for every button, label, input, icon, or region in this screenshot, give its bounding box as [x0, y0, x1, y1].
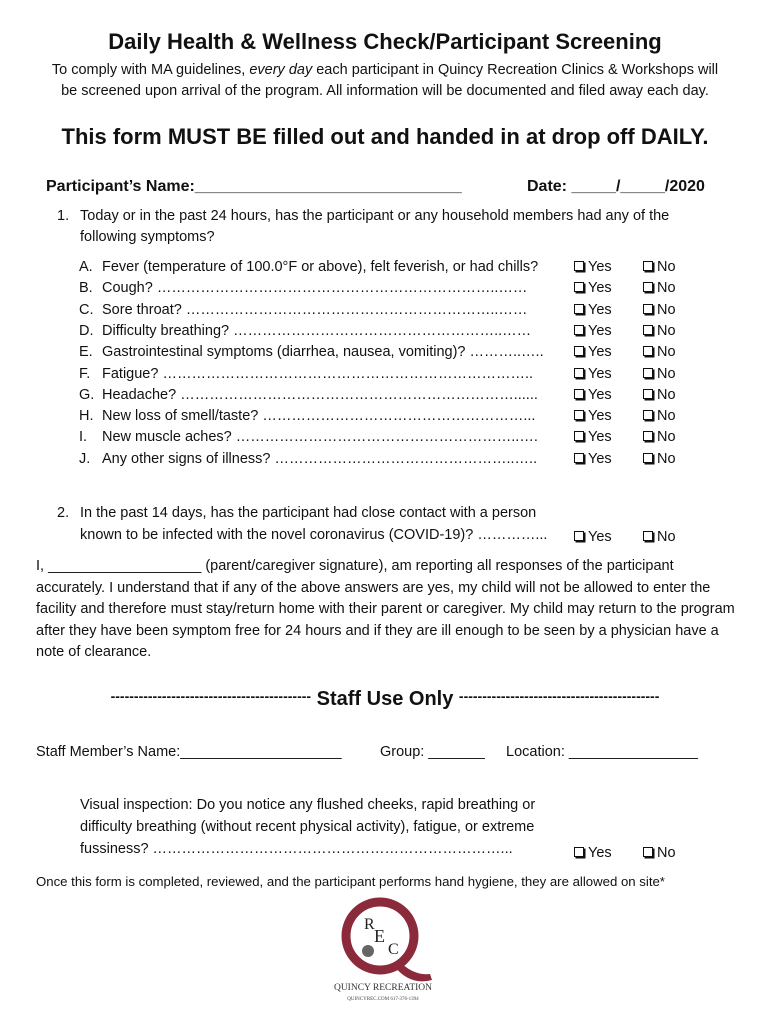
yes-label: Yes — [588, 429, 612, 446]
symptom-letter: D. — [79, 322, 94, 339]
symptom-yes-checkbox[interactable] — [574, 429, 612, 445]
no-label: No — [657, 280, 676, 297]
symptom-no-checkbox[interactable] — [643, 387, 676, 403]
checkbox-icon — [643, 325, 653, 335]
question-1-line-1: Today or in the past 24 hours, has the participant or any household members had any of the — [80, 208, 670, 224]
no-label: No — [657, 259, 676, 275]
logo-letter-c: C — [388, 941, 399, 958]
staff-use-divider — [0, 688, 770, 711]
symptom-letter: H. — [79, 408, 94, 425]
symptom-text: Difficulty breathing? ………………………………………………..…… — [102, 322, 532, 339]
yes-label: Yes — [588, 408, 612, 425]
symptom-row — [79, 302, 527, 318]
no-label: No — [657, 429, 676, 446]
no-label: No — [657, 529, 676, 545]
symptom-yes-checkbox[interactable] — [574, 280, 612, 296]
symptom-no-checkbox[interactable] — [643, 366, 676, 382]
must-notice: This form MUST BE filled out and handed in at drop off DAILY. — [61, 124, 709, 149]
symptom-no-checkbox[interactable] — [643, 408, 676, 424]
visual-inspection-line-1: Visual inspection: Do you notice any flushed cheeks, rapid breathing or — [80, 797, 536, 813]
checkbox-icon — [643, 453, 653, 463]
question-2-yes-checkbox[interactable] — [574, 529, 612, 545]
symptom-row — [79, 280, 527, 296]
symptom-yes-checkbox[interactable] — [574, 344, 612, 360]
checkbox-icon — [643, 531, 653, 541]
checkbox-icon — [643, 410, 653, 420]
checkbox-icon — [643, 389, 653, 399]
symptom-row — [79, 366, 533, 382]
checkbox-icon — [574, 453, 584, 463]
symptom-letter: A. — [79, 259, 93, 275]
symptom-row — [79, 408, 535, 424]
intro-line-1-end: each participant in Quincy Recreation Clinics & Workshops will — [312, 62, 719, 78]
yes-label: Yes — [588, 259, 612, 275]
symptom-yes-checkbox[interactable] — [574, 387, 612, 403]
dashes-right: ------------------------------------------- — [458, 688, 660, 704]
question-1-line-2: following symptoms? — [80, 229, 215, 245]
no-label: No — [657, 322, 676, 339]
date-field[interactable]: Date: _____/_____/2020 — [527, 178, 705, 195]
symptom-letter: C. — [79, 301, 94, 318]
quincy-recreation-logo — [318, 896, 448, 1006]
intro-line-2: be screened upon arrival of the program. All information will be documented and filed away each day. — [61, 83, 709, 99]
symptom-row — [79, 344, 544, 360]
form-title: Daily Health & Wellness Check/Participant Screening — [108, 29, 662, 54]
checkbox-icon — [643, 304, 653, 314]
no-label: No — [657, 301, 676, 318]
question-2-number: 2. — [57, 505, 70, 521]
attestation-paragraph[interactable]: I, ___________________ (parent/caregiver signature), am reporting all responses of the participant accurately. I understand that if any of the above answers are yes, my child will not be allowed to enter the facility and therefore must stay/return home with their parent or caregiver. My child may return to the program after they have been symptom free for 24 hours and if they are ill enough to be seen by a physician have a note of clearance. — [36, 558, 735, 660]
symptom-row — [79, 429, 538, 445]
symptom-no-checkbox[interactable] — [643, 451, 676, 467]
yes-label: Yes — [588, 529, 612, 545]
symptom-no-checkbox[interactable] — [643, 429, 676, 445]
symptom-yes-checkbox[interactable] — [574, 408, 612, 424]
location-field[interactable]: Location: ________________ — [506, 744, 698, 760]
intro-text — [0, 60, 770, 102]
symptom-yes-checkbox[interactable] — [574, 259, 612, 275]
no-label: No — [657, 408, 676, 425]
dashes-left: ------------------------------------------- — [110, 688, 312, 704]
checkbox-icon — [574, 261, 584, 271]
logo-name: QUINCY RECREATION — [333, 983, 433, 993]
yes-label: Yes — [588, 280, 612, 297]
intro-line-1 — [0, 60, 770, 81]
symptom-text: Sore throat? ………………………………………………………..…… — [102, 301, 528, 318]
visual-inspection-line-3: fussiness? ………………………………………………………………... — [80, 841, 513, 857]
checkbox-icon — [574, 325, 584, 335]
symptom-text: New muscle aches? …………………………………………………..…. — [102, 429, 538, 446]
symptom-letter: E. — [79, 344, 93, 361]
checkbox-icon — [574, 346, 584, 356]
checkbox-icon — [574, 847, 584, 857]
yes-label: Yes — [588, 386, 612, 403]
visual-inspection-yes-checkbox[interactable] — [574, 845, 612, 861]
no-label: No — [657, 344, 676, 361]
checkbox-icon — [574, 531, 584, 541]
checkbox-icon — [574, 431, 584, 441]
checkbox-icon — [643, 431, 653, 441]
no-label: No — [657, 450, 676, 467]
symptom-row — [79, 259, 538, 275]
checkbox-icon — [574, 368, 584, 378]
symptom-no-checkbox[interactable] — [643, 280, 676, 296]
checkbox-icon — [574, 410, 584, 420]
logo-letter-r: R — [364, 916, 375, 933]
visual-inspection-line-2: difficulty breathing (without recent physical activity), fatigue, or extreme — [80, 819, 535, 835]
checkbox-icon — [643, 282, 653, 292]
symptom-row — [79, 387, 538, 403]
symptom-text: Fatigue? ………………………………………………………………….. — [102, 365, 534, 382]
symptom-letter: G. — [79, 386, 95, 403]
question-1-number: 1. — [57, 208, 70, 224]
yes-label: Yes — [588, 450, 612, 467]
symptom-letter: J. — [79, 450, 91, 467]
staff-member-name-field[interactable]: Staff Member’s Name:____________________ — [36, 744, 342, 760]
symptom-no-checkbox[interactable] — [643, 259, 676, 275]
visual-inspection-no-checkbox[interactable] — [643, 845, 676, 861]
intro-emphasis: every day — [249, 62, 313, 78]
footer-note: Once this form is completed, reviewed, and the participant performs hand hygiene, they are allowed on site* — [36, 874, 665, 889]
no-label: No — [657, 845, 676, 861]
symptom-no-checkbox[interactable] — [643, 302, 676, 318]
symptom-no-checkbox[interactable] — [643, 344, 676, 360]
yes-label: Yes — [588, 301, 612, 318]
symptom-text: Headache? ……………………………………………………………...... — [102, 386, 538, 403]
yes-label: Yes — [588, 845, 612, 861]
symptom-row — [79, 323, 531, 339]
symptom-text: Gastrointestinal symptoms (diarrhea, nausea, vomiting)? ………..….. — [102, 344, 544, 361]
checkbox-icon — [643, 346, 653, 356]
logo-contact: QUINCYREC.COM 617-376-1394 — [347, 997, 419, 1002]
question-2-line-1: In the past 14 days, has the participant had close contact with a person — [80, 505, 537, 521]
symptom-yes-checkbox[interactable] — [574, 302, 612, 318]
no-label: No — [657, 365, 676, 382]
checkbox-icon — [643, 368, 653, 378]
symptom-text: Any other signs of illness? …………………………………………..….. — [102, 450, 538, 467]
symptom-text: Fever (temperature of 100.0°F or above), felt feverish, or had chills? — [102, 259, 539, 275]
symptom-row — [79, 451, 537, 467]
symptom-letter: I. — [79, 429, 88, 446]
participant-name-field[interactable]: Participant’s Name:______________________________ — [46, 178, 462, 195]
symptom-text: Cough? ……………………………………………………………..…… — [102, 280, 528, 297]
symptom-no-checkbox[interactable] — [643, 323, 676, 339]
no-label: No — [657, 386, 676, 403]
checkbox-icon — [574, 389, 584, 399]
yes-label: Yes — [588, 344, 612, 361]
intro-line-1-start: To comply with MA guidelines, — [51, 62, 250, 78]
logo-letter-e: E — [374, 926, 385, 946]
checkbox-icon — [574, 282, 584, 292]
symptom-yes-checkbox[interactable] — [574, 323, 612, 339]
question-2-line-2: known to be infected with the novel coronavirus (COVID-19)? …………... — [80, 527, 548, 543]
yes-label: Yes — [588, 322, 612, 339]
group-field[interactable]: Group: _______ — [380, 744, 485, 760]
checkbox-icon — [643, 261, 653, 271]
staff-use-heading: Staff Use Only — [316, 688, 454, 710]
symptom-text: New loss of smell/taste? ………………………………………………... — [102, 408, 536, 425]
symptom-letter: B. — [79, 280, 93, 297]
question-2-no-checkbox[interactable] — [643, 529, 676, 545]
symptom-yes-checkbox[interactable] — [574, 366, 612, 382]
symptom-letter: F. — [79, 365, 91, 382]
symptom-yes-checkbox[interactable] — [574, 451, 612, 467]
yes-label: Yes — [588, 365, 612, 382]
checkbox-icon — [643, 847, 653, 857]
checkbox-icon — [574, 304, 584, 314]
logo-seal-icon — [362, 945, 374, 957]
